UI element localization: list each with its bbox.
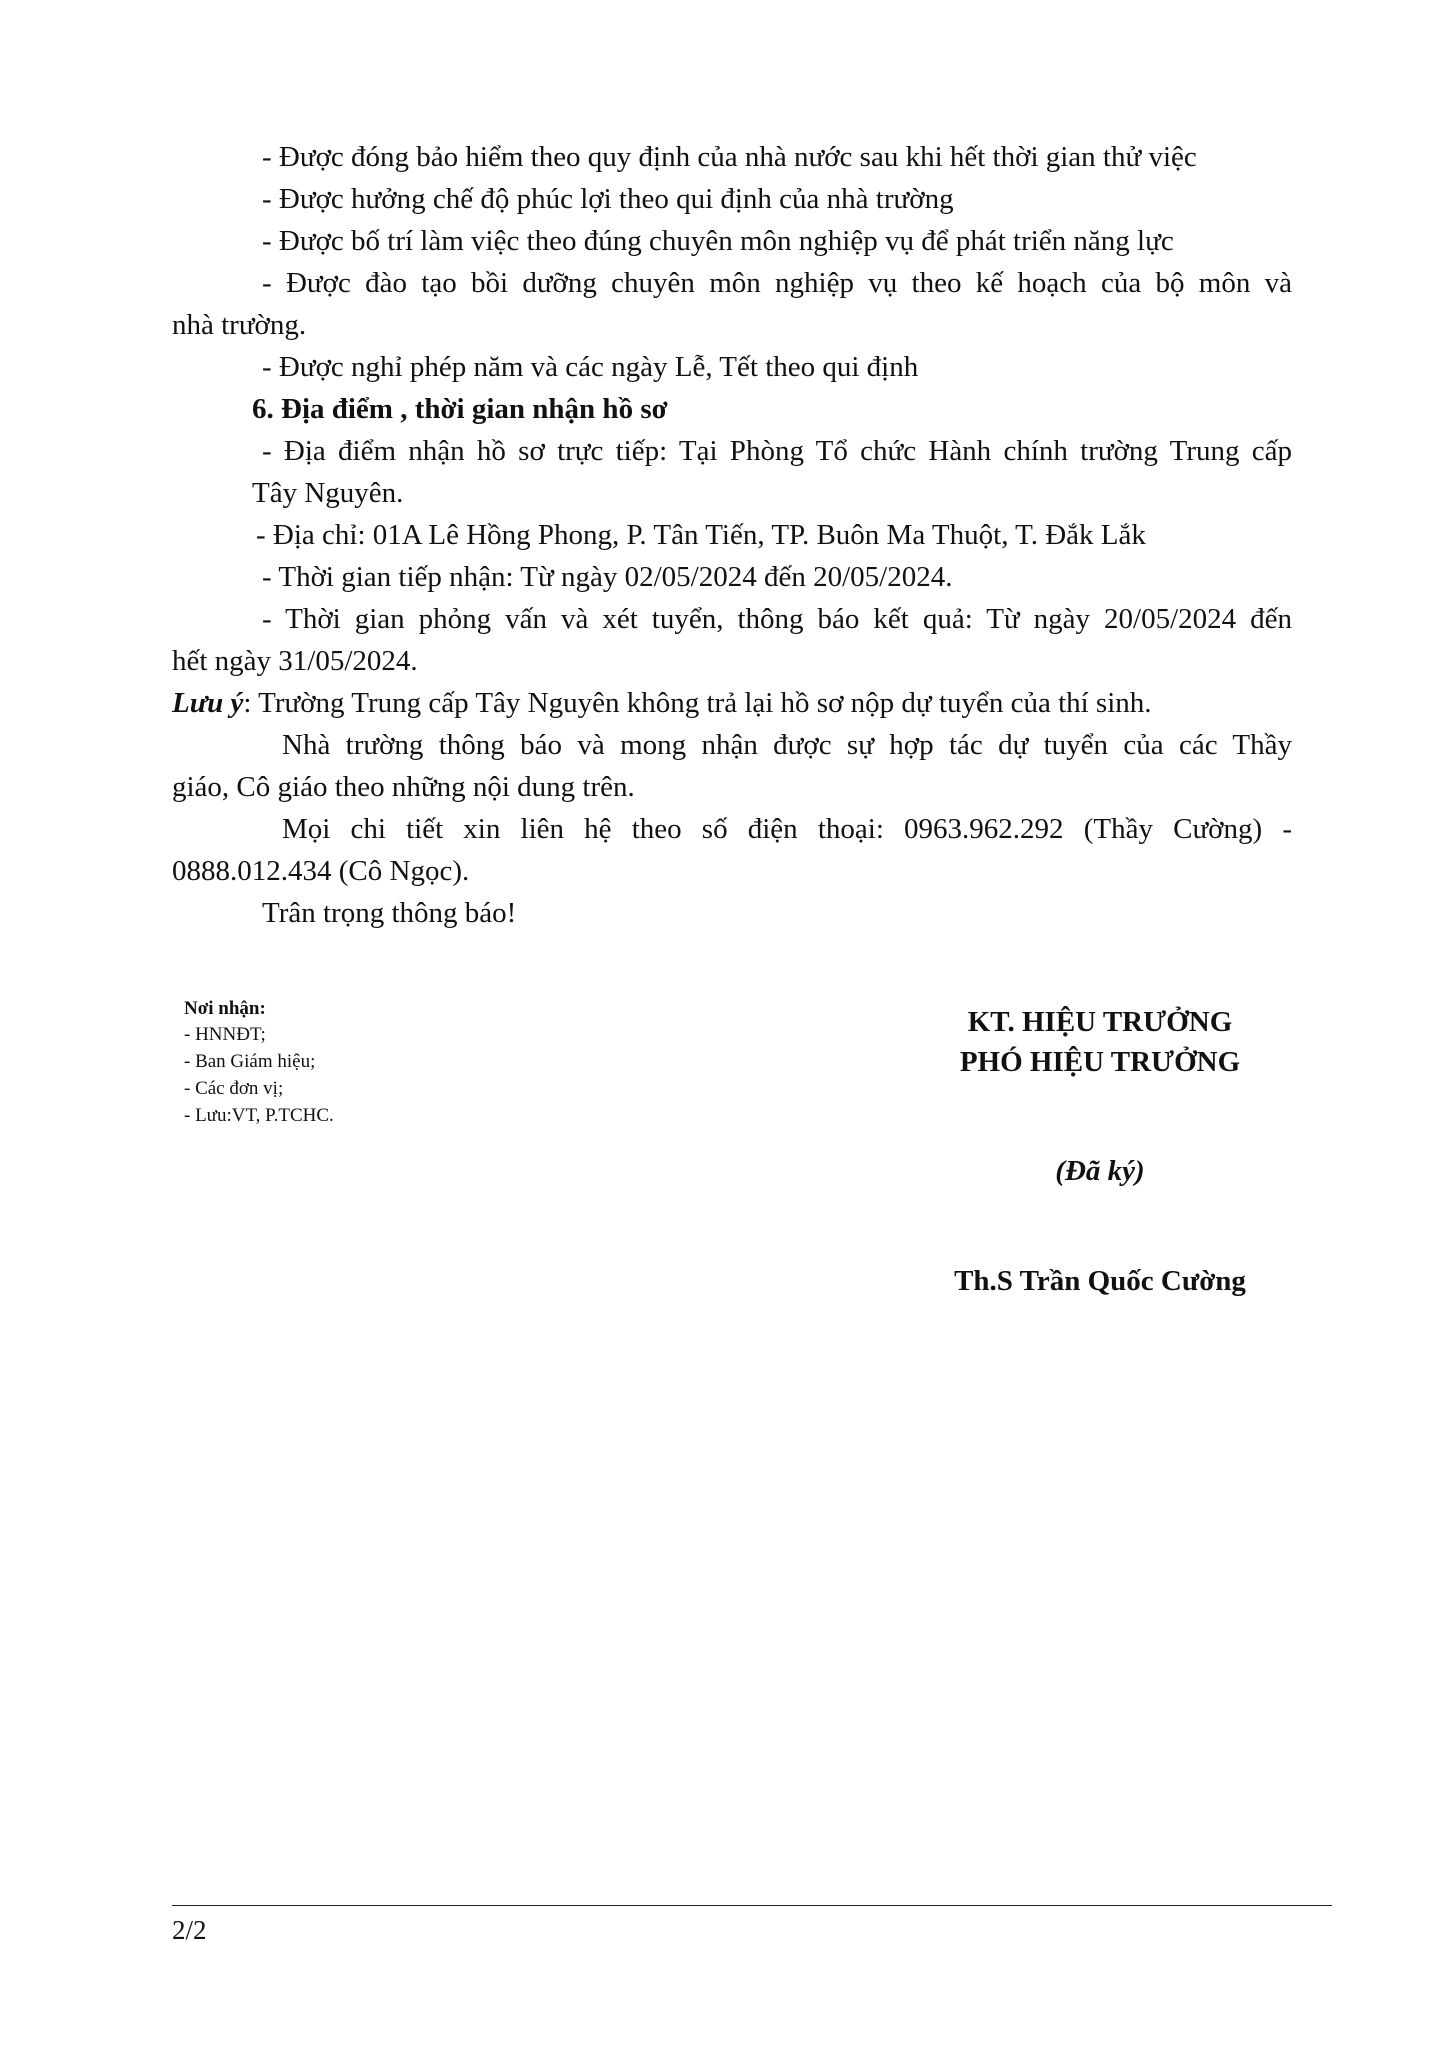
contact-line-1: Mọi chi tiết xin liên hệ theo số điện thoại: 0963.962.292 (Thầy Cường) - [282, 813, 1292, 845]
signature-title-2: PHÓ HIỆU TRƯỞNG [959, 1046, 1241, 1078]
recipient-item: - Ban Giám hiệu; [184, 1051, 316, 1072]
receive-time-line: - Thời gian tiếp nhận: Từ ngày 02/05/2024 đến 20/05/2024. [262, 561, 953, 593]
benefit-insurance: - Được đóng bảo hiểm theo quy định của nhà nước sau khi hết thời gian thử việc [262, 141, 1197, 173]
place-line-1: - Địa điểm nhận hồ sơ trực tiếp: Tại Phòng Tổ chức Hành chính trường Trung cấp [262, 435, 1292, 467]
contact-line-2: 0888.012.434 (Cô Ngọc). [172, 855, 470, 887]
cooperation-line-2: giáo, Cô giáo theo những nội dung trên. [172, 771, 635, 803]
note-text: : Trường Trung cấp Tây Nguyên không trả lại hồ sơ nộp dự tuyển của thí sinh. [243, 687, 1152, 719]
signed-mark: (Đã ký) [1055, 1155, 1145, 1187]
benefit-training-cont: nhà trường. [172, 309, 307, 341]
recipient-item: - Lưu:VT, P.TCHC. [184, 1105, 334, 1126]
interview-line-1: - Thời gian phỏng vấn và xét tuyển, thông báo kết quả: Từ ngày 20/05/2024 đến [262, 603, 1292, 635]
benefit-welfare: - Được hưởng chế độ phúc lợi theo qui định của nhà trường [262, 183, 954, 215]
signer-name: Th.S Trần Quốc Cường [954, 1265, 1246, 1297]
benefit-leave: - Được nghỉ phép năm và các ngày Lễ, Tết theo qui định [262, 351, 919, 383]
section-6-heading: 6. Địa điểm , thời gian nhận hồ sơ [252, 393, 668, 425]
signature-title-1: KT. HIỆU TRƯỞNG [967, 1006, 1233, 1038]
recipient-item: - Các đơn vị; [184, 1078, 284, 1099]
recipients-title: Nơi nhận: [184, 998, 266, 1019]
page-number: 2/2 [172, 1915, 207, 1945]
footer-divider [172, 1905, 1332, 1906]
cooperation-line-1: Nhà trường thông báo và mong nhận được sự hợp tác dự tuyển của các Thầy [282, 729, 1292, 761]
benefit-placement: - Được bố trí làm việc theo đúng chuyên môn nghiệp vụ để phát triển năng lực [262, 225, 1174, 257]
place-line-2: Tây Nguyên. [252, 477, 404, 509]
recipient-item: - HNNĐT; [184, 1024, 266, 1045]
regards-line: Trân trọng thông báo! [262, 897, 517, 929]
note-line [172, 685, 1152, 721]
address-line: - Địa chỉ: 01A Lê Hồng Phong, P. Tân Tiến, TP. Buôn Ma Thuột, T. Đắk Lắk [256, 519, 1146, 551]
interview-line-2: hết ngày 31/05/2024. [172, 645, 418, 677]
note-label: Lưu ý [172, 687, 244, 719]
benefit-training: - Được đào tạo bồi dưỡng chuyên môn nghiệp vụ theo kế hoạch của bộ môn và [262, 267, 1292, 299]
